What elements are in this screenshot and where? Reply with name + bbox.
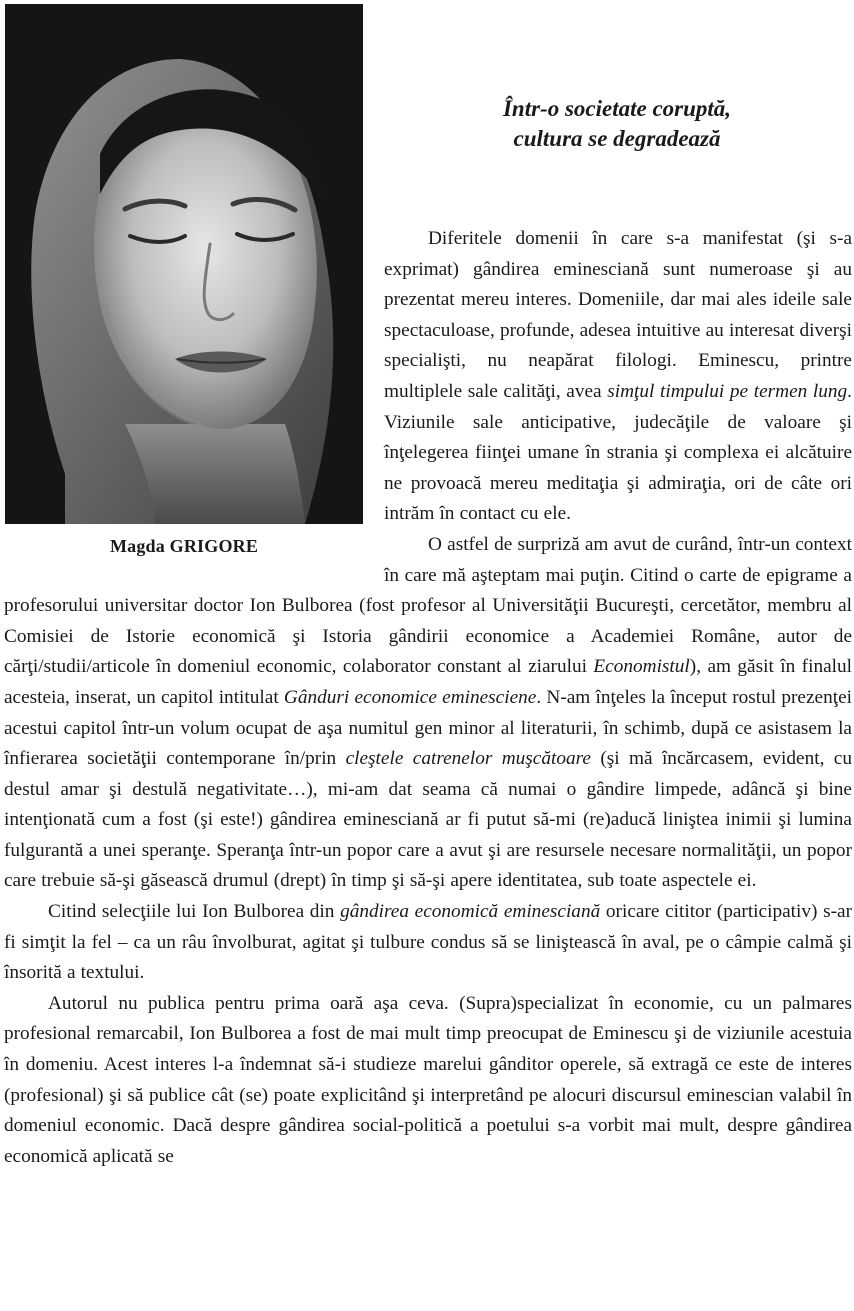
photo-float-spacer	[4, 224, 384, 572]
article-body	[4, 224, 852, 1172]
paragraph-italic-text: Economistul	[593, 656, 690, 678]
article-title	[384, 94, 850, 154]
paragraph-text: Diferitele domenii în care s-a manifestat (şi s-a exprimat) gândirea eminesciană sunt numeroase şi au prezentat mereu interes. Domeniile, dar mai ales ideile sale spectaculoase, profunde, adesea intuitive au interesat diverşi specialişti, nu neapărat filologi. Eminescu, printre multiplele sale calităţi, avea	[384, 228, 852, 402]
article-title-line-2: cultura se degradează	[513, 126, 721, 151]
paragraph-text: oricare cititor (participativ) s-ar fi simţit la fel – ca un râu învolburat, agitat şi tulbure condus să se liniştească în aval, pe o câmpie calmă şi însorită a textului.	[4, 901, 852, 984]
paragraph-text: Autorul nu publica pentru prima oară aşa ceva. (Supra)specializat în economie, cu un palmares profesional remarcabil, Ion Bulborea a fost de mai mult timp preocupat de Eminescu şi de viziunile acestuia în domeniu. Acest interes l-a îndemnat să-i studieze marelui gânditor operele, să extragă ce este de interes (profesional) şi să publice cât (se) poate explicitând şi interpretând pe alocuri discursul eminescian valabil în domeniul economic. Dacă despre gândirea social-politică a poetului s-a vorbit mai mult, despre gândirea economică aplicată se	[4, 992, 852, 1167]
paragraph	[4, 989, 852, 1173]
paragraph-text: Citind selecţiile lui Ion Bulborea din	[48, 901, 341, 923]
photo-caption: Magda GRIGORE	[109, 536, 259, 556]
paragraph-text: O astfel de surpriză am avut de curând, într-un context în care mă aşteptam mai puţin. Citind o carte de epigrame a profesorului universitar doctor Ion Bulborea (fost profesor al Universităţii Bucureşti, cercetător, membru al Comisiei de Istorie economică şi Istoria gândirii economice a Academiei Române, autor de cărţi/studii/articole în domeniul economic, colaborator constant al ziarului	[4, 533, 852, 678]
paragraph-italic-text: Gânduri economice eminesciene	[283, 686, 537, 708]
paragraph-text: . N-am înţeles la început rostul prezenţei acestui capitol într-un volum ocupat de aşa numitul gen minor al literaturii, în schimb, după ce asistasem la înfierarea societăţii contemporane în/prin	[4, 686, 852, 770]
paragraph-italic-text: cleştele catrenelor muşcătoare	[345, 748, 591, 770]
paragraph-italic-text: simţul timpului pe termen lung	[607, 380, 848, 402]
paragraph-text: ), am găsit în finalul acesteia, inserat, un capitol intitulat	[4, 656, 852, 708]
paragraph-text: (şi mă încărcasem, evident, cu destul amar şi destulă negativitate…), mi-am dat seama că numai o gândire limpede, adâncă şi bine intenţionată cum a fost (şi este!) gândirea eminesciană ar fi putut să-mi (re)aducă liniştea inimii şi lumina fulgurantă a unei speranţe. Speranţa într-un popor care a avut şi are resursele necesare normalităţii, un popor care trebuie să-şi găsească drumul (drept) în timp şi să-şi apere identitatea, sub toate aspectele ei.	[4, 748, 852, 892]
paragraph-italic-text: gândirea economică eminesciană	[340, 901, 601, 923]
paragraph	[4, 897, 852, 989]
paragraph-text: . Viziunile sale anticipative, judecăţile de valoare şi înţelegerea fiinţei umane în strania şi complexa ei alcătuire ne provoacă mereu meditaţia şi admiraţia, ori de câte ori intrăm în contact cu ele.	[384, 380, 852, 525]
article-title-line-1: Într-o societate coruptă,	[502, 96, 732, 121]
paragraph	[4, 530, 852, 897]
